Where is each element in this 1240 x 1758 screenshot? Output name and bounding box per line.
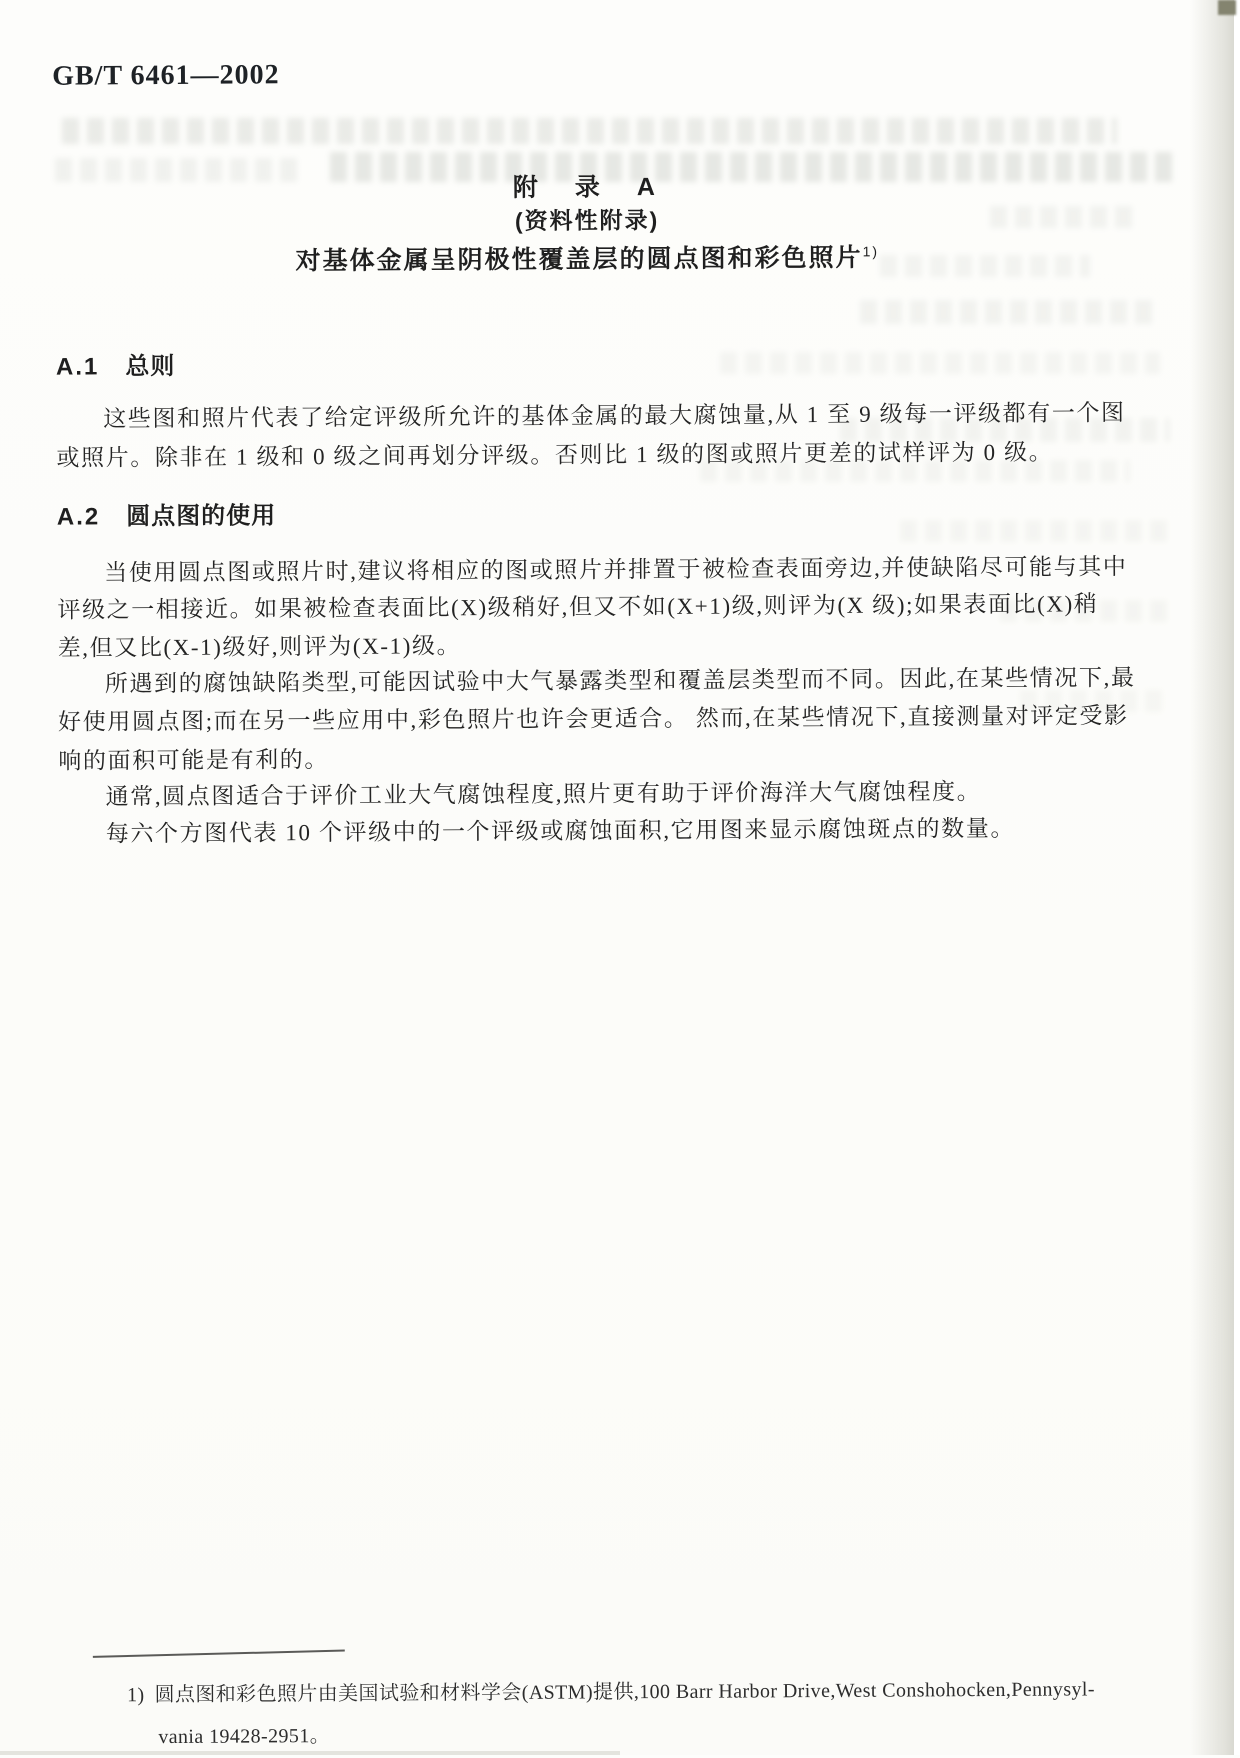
body-text-line: 响的面积可能是有利的。 — [58, 747, 330, 774]
scan-edge-white — [1234, 0, 1240, 1755]
body-text-line: 这些图和照片代表了给定评级所允许的基体金属的最大腐蚀量,从 1 至 9 级每一评级都有一个图 — [103, 400, 1126, 432]
section-number: A.1 — [55, 353, 100, 381]
scan-bottom-edge — [0, 1751, 620, 1755]
footnote-line: vania 19428-2951。 — [158, 1725, 331, 1749]
footnote-line — [127, 1672, 1095, 1707]
scan-edge-shadow — [1190, 0, 1234, 1755]
body-text-line: 差,但又比(X-1)级好,则评为(X-1)级。 — [57, 633, 462, 661]
body-text-line: 每六个方图代表 10 个评级中的一个评级或腐蚀面积,它用图来显示腐蚀斑点的数量。 — [105, 815, 1016, 847]
section-heading-a2 — [57, 495, 277, 531]
footnote-text: 圆点图和彩色照片由美国试验和材料学会(ASTM)提供,100 Barr Harbor Drive,West Conshohocken,Pennysyl- — [154, 1678, 1095, 1707]
footnote-reference-superscript: 1) — [862, 243, 880, 260]
body-text-line: 好使用圆点图;而在另一些应用中,彩色照片也许会更适合。 然而,在某些情况下,直接测量对评定受影 — [58, 703, 1129, 735]
section-heading-a1 — [56, 346, 176, 382]
standard-number: GB/T 6461—2002 — [52, 59, 280, 92]
body-text-line: 评级之一相接近。如果被检查表面比(X)级稍好,但又不如(X+1)级,则评为(X 级);如果表面比(X)稍 — [57, 591, 1099, 623]
appendix-title-text: 对基体金属呈阴极性覆盖层的圆点图和彩色照片 — [295, 243, 863, 276]
appendix-title — [0, 236, 1177, 279]
section-title: 圆点图的使用 — [126, 502, 277, 531]
body-text-line: 通常,圆点图适合于评价工业大气腐蚀程度,照片更有助于评价海洋大气腐蚀程度。 — [105, 779, 982, 810]
scan-corner-artifact — [1218, 0, 1236, 15]
appendix-label: 附 录 A — [512, 172, 661, 202]
footnote-marker: 1) — [126, 1684, 145, 1707]
body-text-line: 所遇到的腐蚀缺陷类型,可能因试验中大气暴露类型和覆盖层类型而不同。因此,在某些情况下,最 — [104, 665, 1136, 697]
body-text-line: 当使用圆点图或照片时,建议将相应的图或照片并排置于被检查表面旁边,并使缺陷尽可能与其中 — [104, 554, 1128, 586]
section-title: 总则 — [125, 352, 176, 381]
footnote-divider-rule — [93, 1650, 345, 1658]
section-number: A.2 — [56, 503, 101, 531]
body-text-line: 或照片。除非在 1 级和 0 级之间再划分评级。否则比 1 级的图或照片更差的试样评为 0 级。 — [56, 439, 1054, 471]
appendix-type-note: (资料性附录) — [514, 206, 660, 234]
